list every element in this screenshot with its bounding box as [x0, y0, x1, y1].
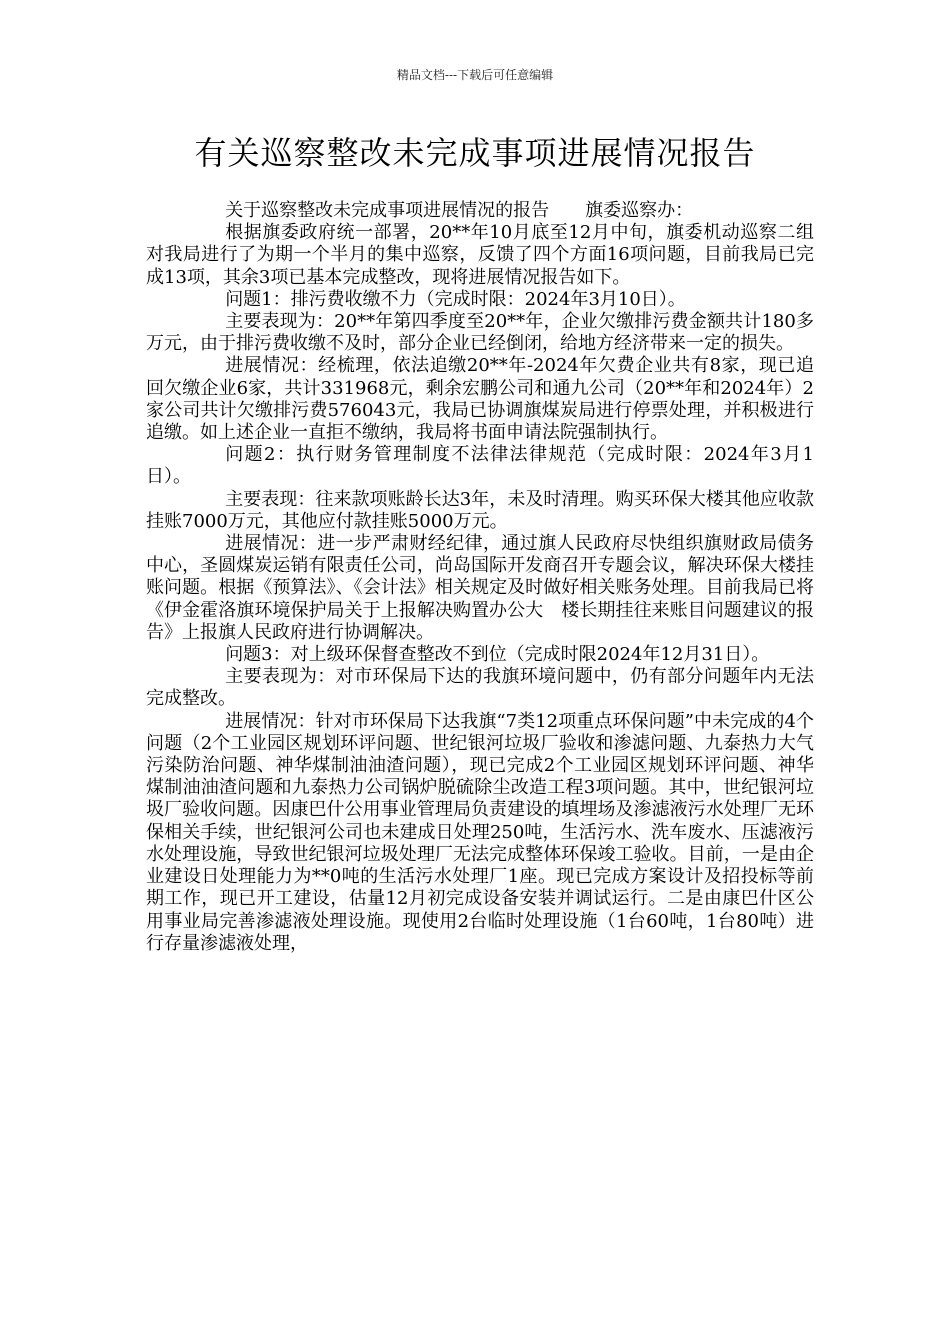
paragraph: 进展情况：针对市环保局下达我旗“7类12项重点环保问题”中未完成的4个问题（2个工业园区规划环评问题、世纪银河垃圾厂验收和渗滤问题、九泰热力大气污染防治问题、神华煤制油油渣问题），现已完成2个工业园区规划环评问题、神华煤制油油渣问题和九泰热力公司锅炉脱硫除尘改造工程3项问题。其中，世纪银河垃圾厂验收问题。因康巴什公用事业管理局负责建设的填埋场及渗滤液污水处理厂无环保相关手续，世纪银河公司也未建成日处理250吨，生活污水、洗车废水、压滤液污水处理设施，导致世纪银河垃圾处理厂无法完成整体环保竣工验收。目前，一是由企业建设日处理能力为**0吨的生活污水处理厂1座。现已完成方案设计及招投标等前期工作，现已开工建设，估量12月初完成设备安装并调试运行。二是由康巴什区公用事业局完善渗滤液处理设施。现使用2台临时处理设施（1台60吨，1台80吨）进行存量渗滤液处理， [146, 710, 814, 954]
paragraph: 问题3：对上级环保督查整改不到位（完成时限2024年12月31日）。 [225, 644, 770, 666]
paragraph: 主要表现为：对市环保局下达的我旗环境问题中，仍有部分问题年内无法完成整改。 [146, 666, 814, 710]
document-title: 有关巡察整改未完成事项进展情况报告 [194, 134, 756, 172]
paragraph: 问题1：排污费收缴不力（完成时限：2024年3月10日）。 [225, 288, 686, 310]
paragraph: 根据旗委政府统一部署，20**年10月底至12月中旬，旗委机动巡察二组对我局进行了为期一个半月的集中巡察，反馈了四个方面16项问题，目前我局已完成13项，其余3项已基本完成整改，现将进展情况报告如下。 [146, 222, 814, 288]
paragraph: 主要表现：往来款项账龄长达3年，未及时清理。购买环保大楼其他应收款挂账7000万元，其他应付款挂账5000万元。 [146, 488, 814, 532]
paragraph: 问题2：执行财务管理制度不法律法律规范（完成时限：2024年3月1日）。 [146, 444, 814, 488]
paragraph: 进展情况：进一步严肃财经纪律，通过旗人民政府尽快组织旗财政局债务中心，圣圆煤炭运销有限责任公司，尚岛国际开发商召开专题会议，解决环保大楼挂账问题。根据《预算法》、《会计法》相关规定及时做好相关账务处理。目前我局已将《伊金霍洛旗环境保护局关于上报解决购置办公大 楼长期挂往来账目问题建议的报告》上报旗人民政府进行协调解决。 [146, 533, 814, 643]
paragraph: 关于巡察整改未完成事项进展情况的报告 旗委巡察办： [225, 200, 694, 221]
document-body [146, 200, 814, 955]
page-header: 精品文档---下载后可任意编辑 [396, 68, 554, 82]
paragraph: 进展情况：经梳理，依法追缴20**年-2024年欠费企业共有8家，现已追回欠缴企业6家，共计331968元，剩余宏鹏公司和通九公司（20**年和2024年）2家公司共计欠缴排污费576043元，我局已协调旗煤炭局进行停票处理，并积极进行追缴。如上述企业一直拒不缴纳，我局将书面申请法院强制执行。 [146, 355, 814, 444]
paragraph: 主要表现为：20**年第四季度至20**年，企业欠缴排污费金额共计180多万元，由于排污费收缴不及时，部分企业已经倒闭，给地方经济带来一定的损失。 [146, 311, 814, 355]
